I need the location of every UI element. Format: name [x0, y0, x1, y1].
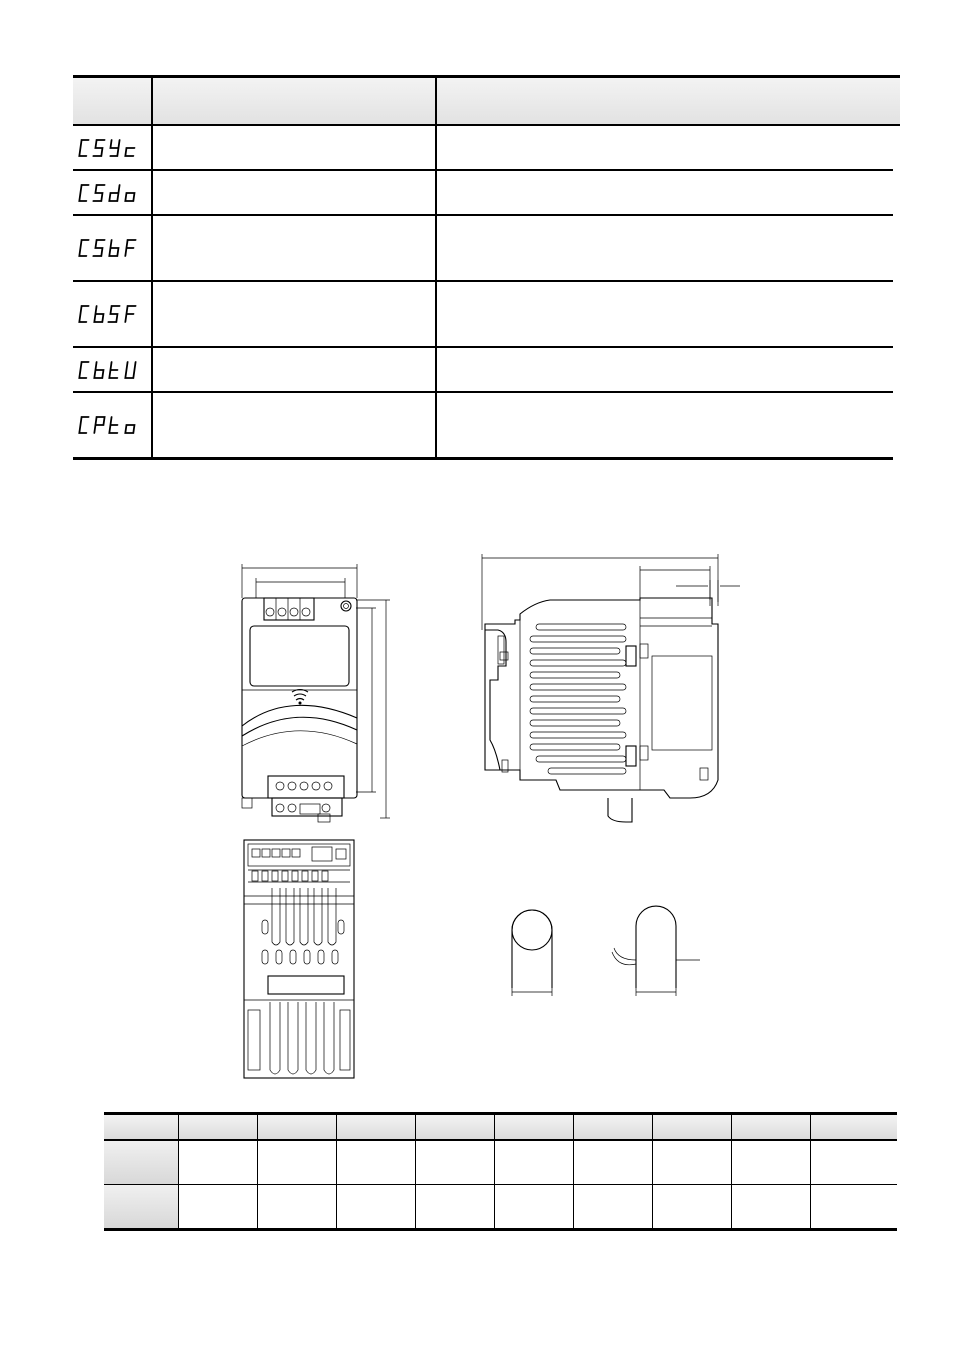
fault-row-cbtu — [73, 348, 893, 393]
cs-bf-seven-segment-icon — [73, 216, 151, 280]
fault-row-csbf — [73, 216, 893, 282]
mounting-slot-detail — [512, 906, 700, 996]
dimension-table-row — [104, 1141, 897, 1185]
fault-table-header — [73, 75, 900, 126]
cs-yc-seven-segment-icon — [73, 126, 151, 169]
bottom-view-drawing — [244, 840, 354, 1078]
side-view-drawing — [482, 554, 740, 822]
cp-to-seven-segment-icon — [73, 393, 151, 457]
drive-dimension-drawings — [0, 540, 954, 1085]
cs-do-seven-segment-icon — [73, 171, 151, 214]
dimension-table — [104, 1112, 897, 1231]
front-view-drawing — [242, 564, 390, 822]
side-view-vents — [530, 624, 626, 774]
fault-row-cpto — [73, 393, 893, 460]
fault-row-cbsf — [73, 282, 893, 348]
cb-tu-seven-segment-icon — [73, 348, 151, 391]
dimension-table-row — [104, 1185, 897, 1231]
cb-sf-seven-segment-icon — [73, 282, 151, 346]
dimension-table-header — [104, 1112, 897, 1141]
fault-row-csyc — [73, 126, 893, 171]
fault-row-csdo — [73, 171, 893, 216]
fault-code-table — [73, 75, 900, 460]
